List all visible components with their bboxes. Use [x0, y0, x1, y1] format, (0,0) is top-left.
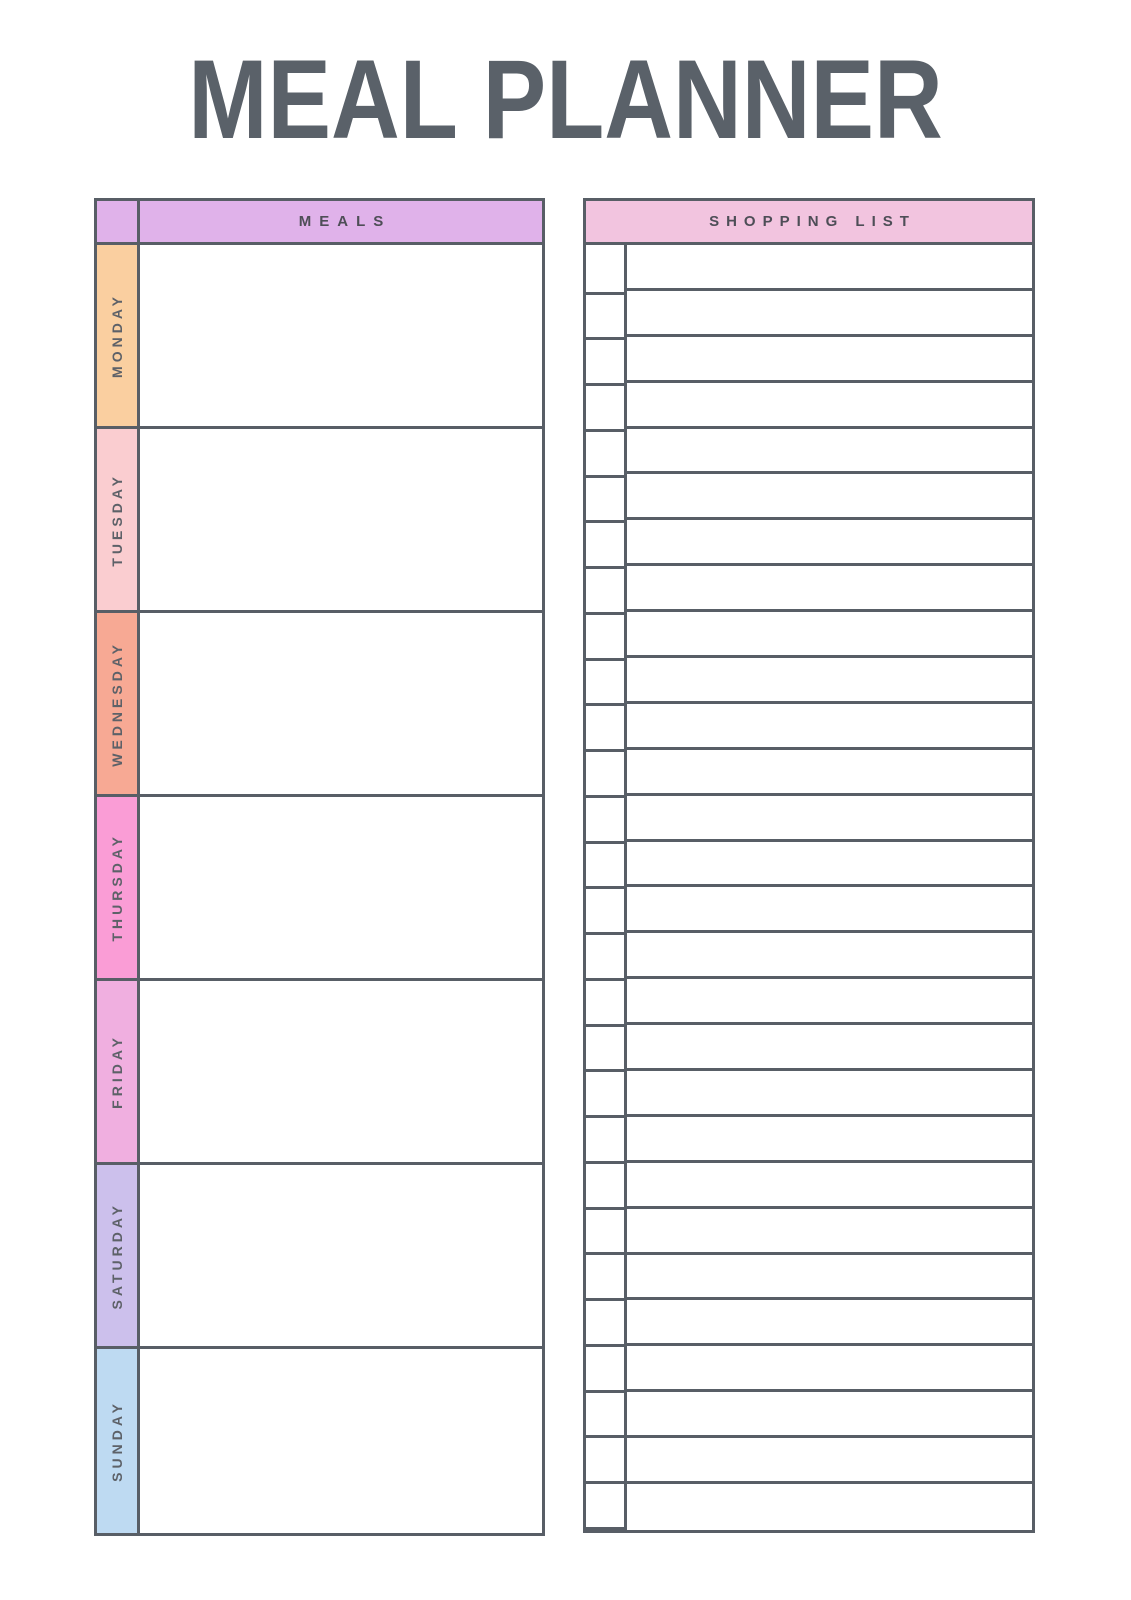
shopping-item-cell[interactable] [627, 704, 1032, 750]
shopping-item-cell[interactable] [627, 1346, 1032, 1392]
day-label-text-tuesday: TUESDAY [109, 472, 125, 567]
shopping-list-body [586, 245, 1032, 1530]
checkbox-cell[interactable] [586, 752, 624, 798]
shopping-item-cell[interactable] [627, 1300, 1032, 1346]
shopping-item-cell[interactable] [627, 658, 1032, 704]
shopping-item-cell[interactable] [627, 1071, 1032, 1117]
shopping-item-cell[interactable] [627, 245, 1032, 291]
day-row [97, 429, 542, 613]
checkbox-cell[interactable] [586, 1438, 624, 1484]
meals-table [94, 198, 545, 1536]
day-column-header [97, 201, 140, 242]
day-label-text-monday: MONDAY [109, 293, 125, 378]
shopping-item-cell[interactable] [627, 1117, 1032, 1163]
checkbox-cell[interactable] [586, 889, 624, 935]
checkbox-cell[interactable] [586, 523, 624, 569]
day-label-friday [97, 981, 140, 1162]
day-label-thursday [97, 797, 140, 978]
checkbox-cell[interactable] [586, 386, 624, 432]
day-label-text-thursday: THURSDAY [109, 833, 125, 942]
shopping-item-cell[interactable] [627, 842, 1032, 888]
day-row [97, 1349, 542, 1533]
shopping-item-cell[interactable] [627, 1025, 1032, 1071]
shopping-item-cell[interactable] [627, 887, 1032, 933]
shopping-item-cell[interactable] [627, 979, 1032, 1025]
meals-header-row [97, 201, 542, 245]
checkbox-cell[interactable] [586, 661, 624, 707]
meal-cell-saturday[interactable] [140, 1165, 542, 1346]
shopping-item-cell[interactable] [627, 383, 1032, 429]
day-row [97, 797, 542, 981]
checkbox-cell[interactable] [586, 245, 624, 295]
shopping-item-cell[interactable] [627, 291, 1032, 337]
day-row [97, 613, 542, 797]
shopping-item-cell[interactable] [627, 933, 1032, 979]
day-label-text-sunday: SUNDAY [109, 1400, 125, 1482]
day-row [97, 981, 542, 1165]
day-label-wednesday [97, 613, 140, 794]
day-label-text-wednesday: WEDNESDAY [109, 640, 125, 767]
day-row [97, 1165, 542, 1349]
checkbox-cell[interactable] [586, 569, 624, 615]
checkbox-cell[interactable] [586, 1484, 624, 1530]
content [94, 198, 1037, 1536]
meal-cell-thursday[interactable] [140, 797, 542, 978]
checkbox-cell[interactable] [586, 1210, 624, 1256]
meal-cell-sunday[interactable] [140, 1349, 542, 1533]
shopping-item-cell[interactable] [627, 1209, 1032, 1255]
shopping-list-header: SHOPPING LIST [586, 201, 1032, 245]
shopping-item-cell[interactable] [627, 750, 1032, 796]
checkbox-cell[interactable] [586, 1255, 624, 1301]
day-label-saturday [97, 1165, 140, 1346]
checkbox-cell[interactable] [586, 981, 624, 1027]
shopping-item-cell[interactable] [627, 1484, 1032, 1530]
checkbox-cell[interactable] [586, 295, 624, 341]
meal-cell-tuesday[interactable] [140, 429, 542, 610]
checkbox-cell[interactable] [586, 1347, 624, 1393]
checkbox-cell[interactable] [586, 706, 624, 752]
checkbox-cell[interactable] [586, 340, 624, 386]
checkbox-cell[interactable] [586, 1301, 624, 1347]
shopping-item-cell[interactable] [627, 474, 1032, 520]
checkbox-cell[interactable] [586, 798, 624, 844]
item-column [627, 245, 1032, 1530]
checkbox-cell[interactable] [586, 1072, 624, 1118]
meals-header: MEALS [140, 201, 542, 242]
day-label-tuesday [97, 429, 140, 610]
checkbox-cell[interactable] [586, 1118, 624, 1164]
checkbox-cell[interactable] [586, 432, 624, 478]
checkbox-cell[interactable] [586, 1164, 624, 1210]
shopping-item-cell[interactable] [627, 337, 1032, 383]
day-rows [97, 245, 542, 1533]
shopping-item-cell[interactable] [627, 520, 1032, 566]
checkbox-cell[interactable] [586, 615, 624, 661]
shopping-item-cell[interactable] [627, 1438, 1032, 1484]
meal-cell-wednesday[interactable] [140, 613, 542, 794]
shopping-item-cell[interactable] [627, 1392, 1032, 1438]
checkbox-cell[interactable] [586, 478, 624, 524]
shopping-item-cell[interactable] [627, 612, 1032, 658]
checkbox-cell[interactable] [586, 1393, 624, 1439]
day-label-text-saturday: SATURDAY [109, 1201, 125, 1310]
checkbox-cell[interactable] [586, 935, 624, 981]
day-label-sunday [97, 1349, 140, 1533]
meal-cell-monday[interactable] [140, 245, 542, 426]
shopping-list-table [583, 198, 1035, 1533]
checkbox-cell[interactable] [586, 1027, 624, 1073]
checkbox-cell[interactable] [586, 844, 624, 890]
day-label-text-friday: FRIDAY [109, 1034, 125, 1109]
shopping-item-cell[interactable] [627, 796, 1032, 842]
shopping-item-cell[interactable] [627, 566, 1032, 612]
meal-cell-friday[interactable] [140, 981, 542, 1162]
page-title: MEAL PLANNER [188, 37, 943, 162]
day-label-monday [97, 245, 140, 426]
day-row [97, 245, 542, 429]
shopping-item-cell[interactable] [627, 1255, 1032, 1301]
shopping-item-cell[interactable] [627, 1163, 1032, 1209]
checkbox-column [586, 245, 627, 1530]
shopping-item-cell[interactable] [627, 429, 1032, 475]
